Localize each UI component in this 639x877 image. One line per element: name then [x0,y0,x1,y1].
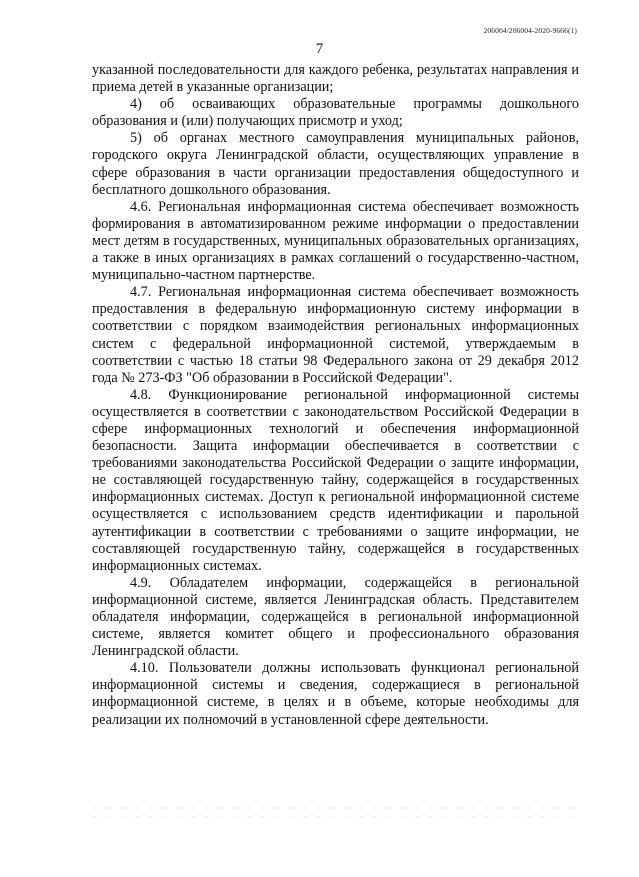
paragraph-item-4: 4) об осваивающих образовательные программы дошкольного образования и (или) получающих присмотр и уход; [92,96,579,130]
paragraph-4-10: 4.10. Пользователи должны использовать функционал региональной информационной системы и сведения, содержащиеся в региональной информационной системе, в целях и в объеме, которые необходимы для реализации их полномочий в установленной сфере деятельности. [92,660,579,728]
scan-artifacts [92,800,579,830]
page-number: 7 [315,41,324,57]
paragraph-continuation: указанной последовательности для каждого ребенка, результатах направления и приема детей в указанные организации; [92,62,579,96]
scan-artifact-line [92,807,579,809]
scan-artifact-line [92,816,579,818]
document-body [92,62,579,729]
paragraph-4-9: 4.9. Обладателем информации, содержащейся в региональной информационной системе, является Ленинградская область. Представителем обладателя информации, содержащейся в региональной информационной системе, является комитет общего и профессионального образования Ленинградской области. [92,574,579,660]
paragraph-4-6: 4.6. Региональная информационная система обеспечивает возможность формирования в автоматизированном режиме информации о предоставлении мест детям в государственных, муниципальных образовательных организациях, а также в иных организациях в рамках соглашений о государственно-частном, муниципально-частном партнерстве. [92,198,579,284]
document-id: 206004/206004-2020-9666(1) [483,26,577,35]
paragraph-4-7: 4.7. Региональная информационная система обеспечивает возможность предоставления в федеральную информационную систему информации в соответствии с порядком взаимодействия региональных информационных систем с федеральной информационной системой, утверждаемым в соответствии с частью 18 статьи 98 Федерального закона от 29 декабря 2012 года № 273-ФЗ "Об образовании в Российской Федерации". [92,284,579,386]
paragraph-item-5: 5) об органах местного самоуправления муниципальных районов, городского округа Ленинградской области, осуществляющих управление в сфере образования в части организации предоставления общедоступного и бесплатного дошкольного образования. [92,130,579,198]
paragraph-4-8: 4.8. Функционирование региональной информационной системы осуществляется в соответствии с законодательством Российской Федерации в сфере информационных технологий и обеспечения информационной безопасности. Защита информации обеспечивается в соответствии с требованиями законодательства Российской Федерации о защите информации, не составляющей государственную тайну, содержащейся в государственных информационных системах. Доступ к региональной информационной системе осуществляется с использованием средств идентификации и парольной аутентификации в соответствии с требованиями о защите информации, не составляющей государственную тайну, содержащейся в государственных информационных системах. [92,386,579,574]
